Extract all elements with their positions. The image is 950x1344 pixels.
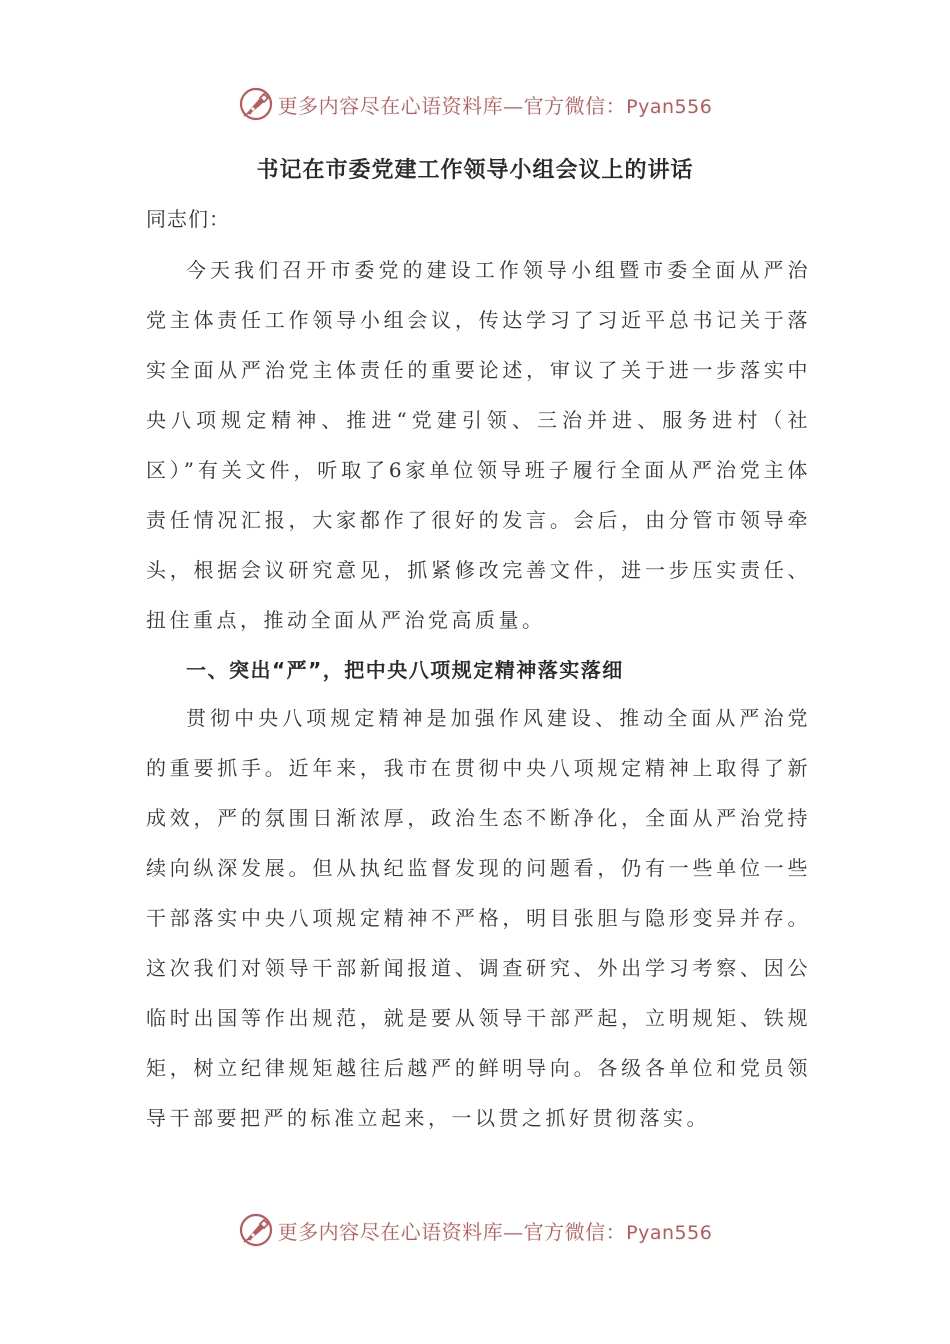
paragraph-intro: 今天我们召开市委党的建设工作领导小组暨市委全面从严治党主体责任工作领导小组会议，传达学习了习近平总书记关于落实全面从严治党主体责任的重要论述，审议了关于进一步落实中央八项规定精神、推进“党建引领、三治并进、服务进村（社区）”有关文件，听取了6家单位领导班子履行全面从严治党主体责任情况汇报，大家都作了很好的发言。会后，由分管市领导牵头，根据会议研究意见，抓紧修改完善文件，进一步压实责任、扭住重点，推动全面从严治党高质量。 xyxy=(146,258,811,632)
watermark-text: 更多内容尽在心语资料库—官方微信：Pyan556 xyxy=(277,93,713,118)
paragraph-section-1: 贯彻中央八项规定精神是加强作风建设、推动全面从严治党的重要抓手。近年来，我市在贯彻中央八项规定精神上取得了新成效，严的氛围日渐浓厚，政治生态不断净化，全面从严治党持续向纵深发展。但从执纪监督发现的问题看，仍有一些单位一些干部落实中央八项规定精神不严格，明目张胆与隐形变异并存。这次我们对领导干部新闻报道、调查研究、外出学习考察、因公临时出国等作出规范，就是要从领导干部严起，立明规矩、铁规矩，树立纪律规矩越往后越严的鲜明导向。各级各单位和党员领导干部要把严的标准立起来，一以贯之抓好贯彻落实。 xyxy=(146,706,811,1130)
watermark-group xyxy=(238,1212,713,1248)
watermark-text: 更多内容尽在心语资料库—官方微信：Pyan556 xyxy=(277,1219,713,1244)
pen-nib-logo-icon xyxy=(238,86,274,122)
section-heading-1: 一、突出“严”，把中央八项规定精神落实落细 xyxy=(186,658,624,682)
footer-watermark xyxy=(0,1208,950,1252)
watermark-group xyxy=(238,86,713,122)
document-title: 书记在市委党建工作领导小组会议上的讲话 xyxy=(256,158,694,183)
pen-nib-logo-icon xyxy=(238,1212,274,1248)
header-watermark xyxy=(0,82,950,126)
salutation: 同志们： xyxy=(146,207,230,231)
